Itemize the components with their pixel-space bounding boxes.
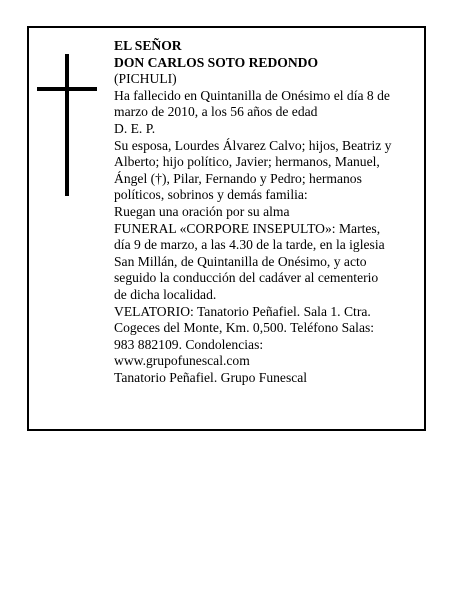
deceased-name: DON CARLOS SOTO REDONDO — [114, 54, 319, 70]
dep-line: D. E. P. — [114, 120, 156, 136]
cross-horizontal-bar — [37, 87, 97, 91]
funeral-home-footer: Tanatorio Peñafiel. Grupo Funescal — [114, 369, 308, 385]
death-info: Ha fallecido en Quintanilla de Onésimo el día 8 de marzo de 2010, a los 56 años de edad — [114, 87, 390, 120]
title-line-1: EL SEÑOR — [114, 38, 182, 53]
family-list: Su esposa, Lourdes Álvarez Calvo; hijos, Beatriz y Alberto; hijo político, Javier; hermanos, Manuel, Ángel (†), Pilar, Fernando y Pedro; hermanos políticos, sobrinos y demás familia: — [114, 137, 392, 203]
funeral-details: FUNERAL «CORPORE INSEPULTO»: Martes, día 9 de marzo, a las 4.30 de la tarde, en la iglesia San Millán, de Quintanilla de Onésimo, y acto seguido la conducción del cadáver al cementerio de dicha localidad. — [114, 220, 385, 302]
prayer-request: Ruegan una oración por su alma — [114, 203, 290, 219]
cross-vertical-bar — [65, 54, 69, 196]
nickname: (PICHULI) — [114, 71, 177, 87]
latin-cross-icon — [37, 54, 97, 196]
velatorio-details: VELATORIO: Tanatorio Peñafiel. Sala 1. Ctra. Cogeces del Monte, Km. 0,500. Teléfono Salas: 983 882109. Condolencias: www.grupofunescal.com — [114, 303, 375, 369]
obituary-text-block — [114, 38, 394, 386]
